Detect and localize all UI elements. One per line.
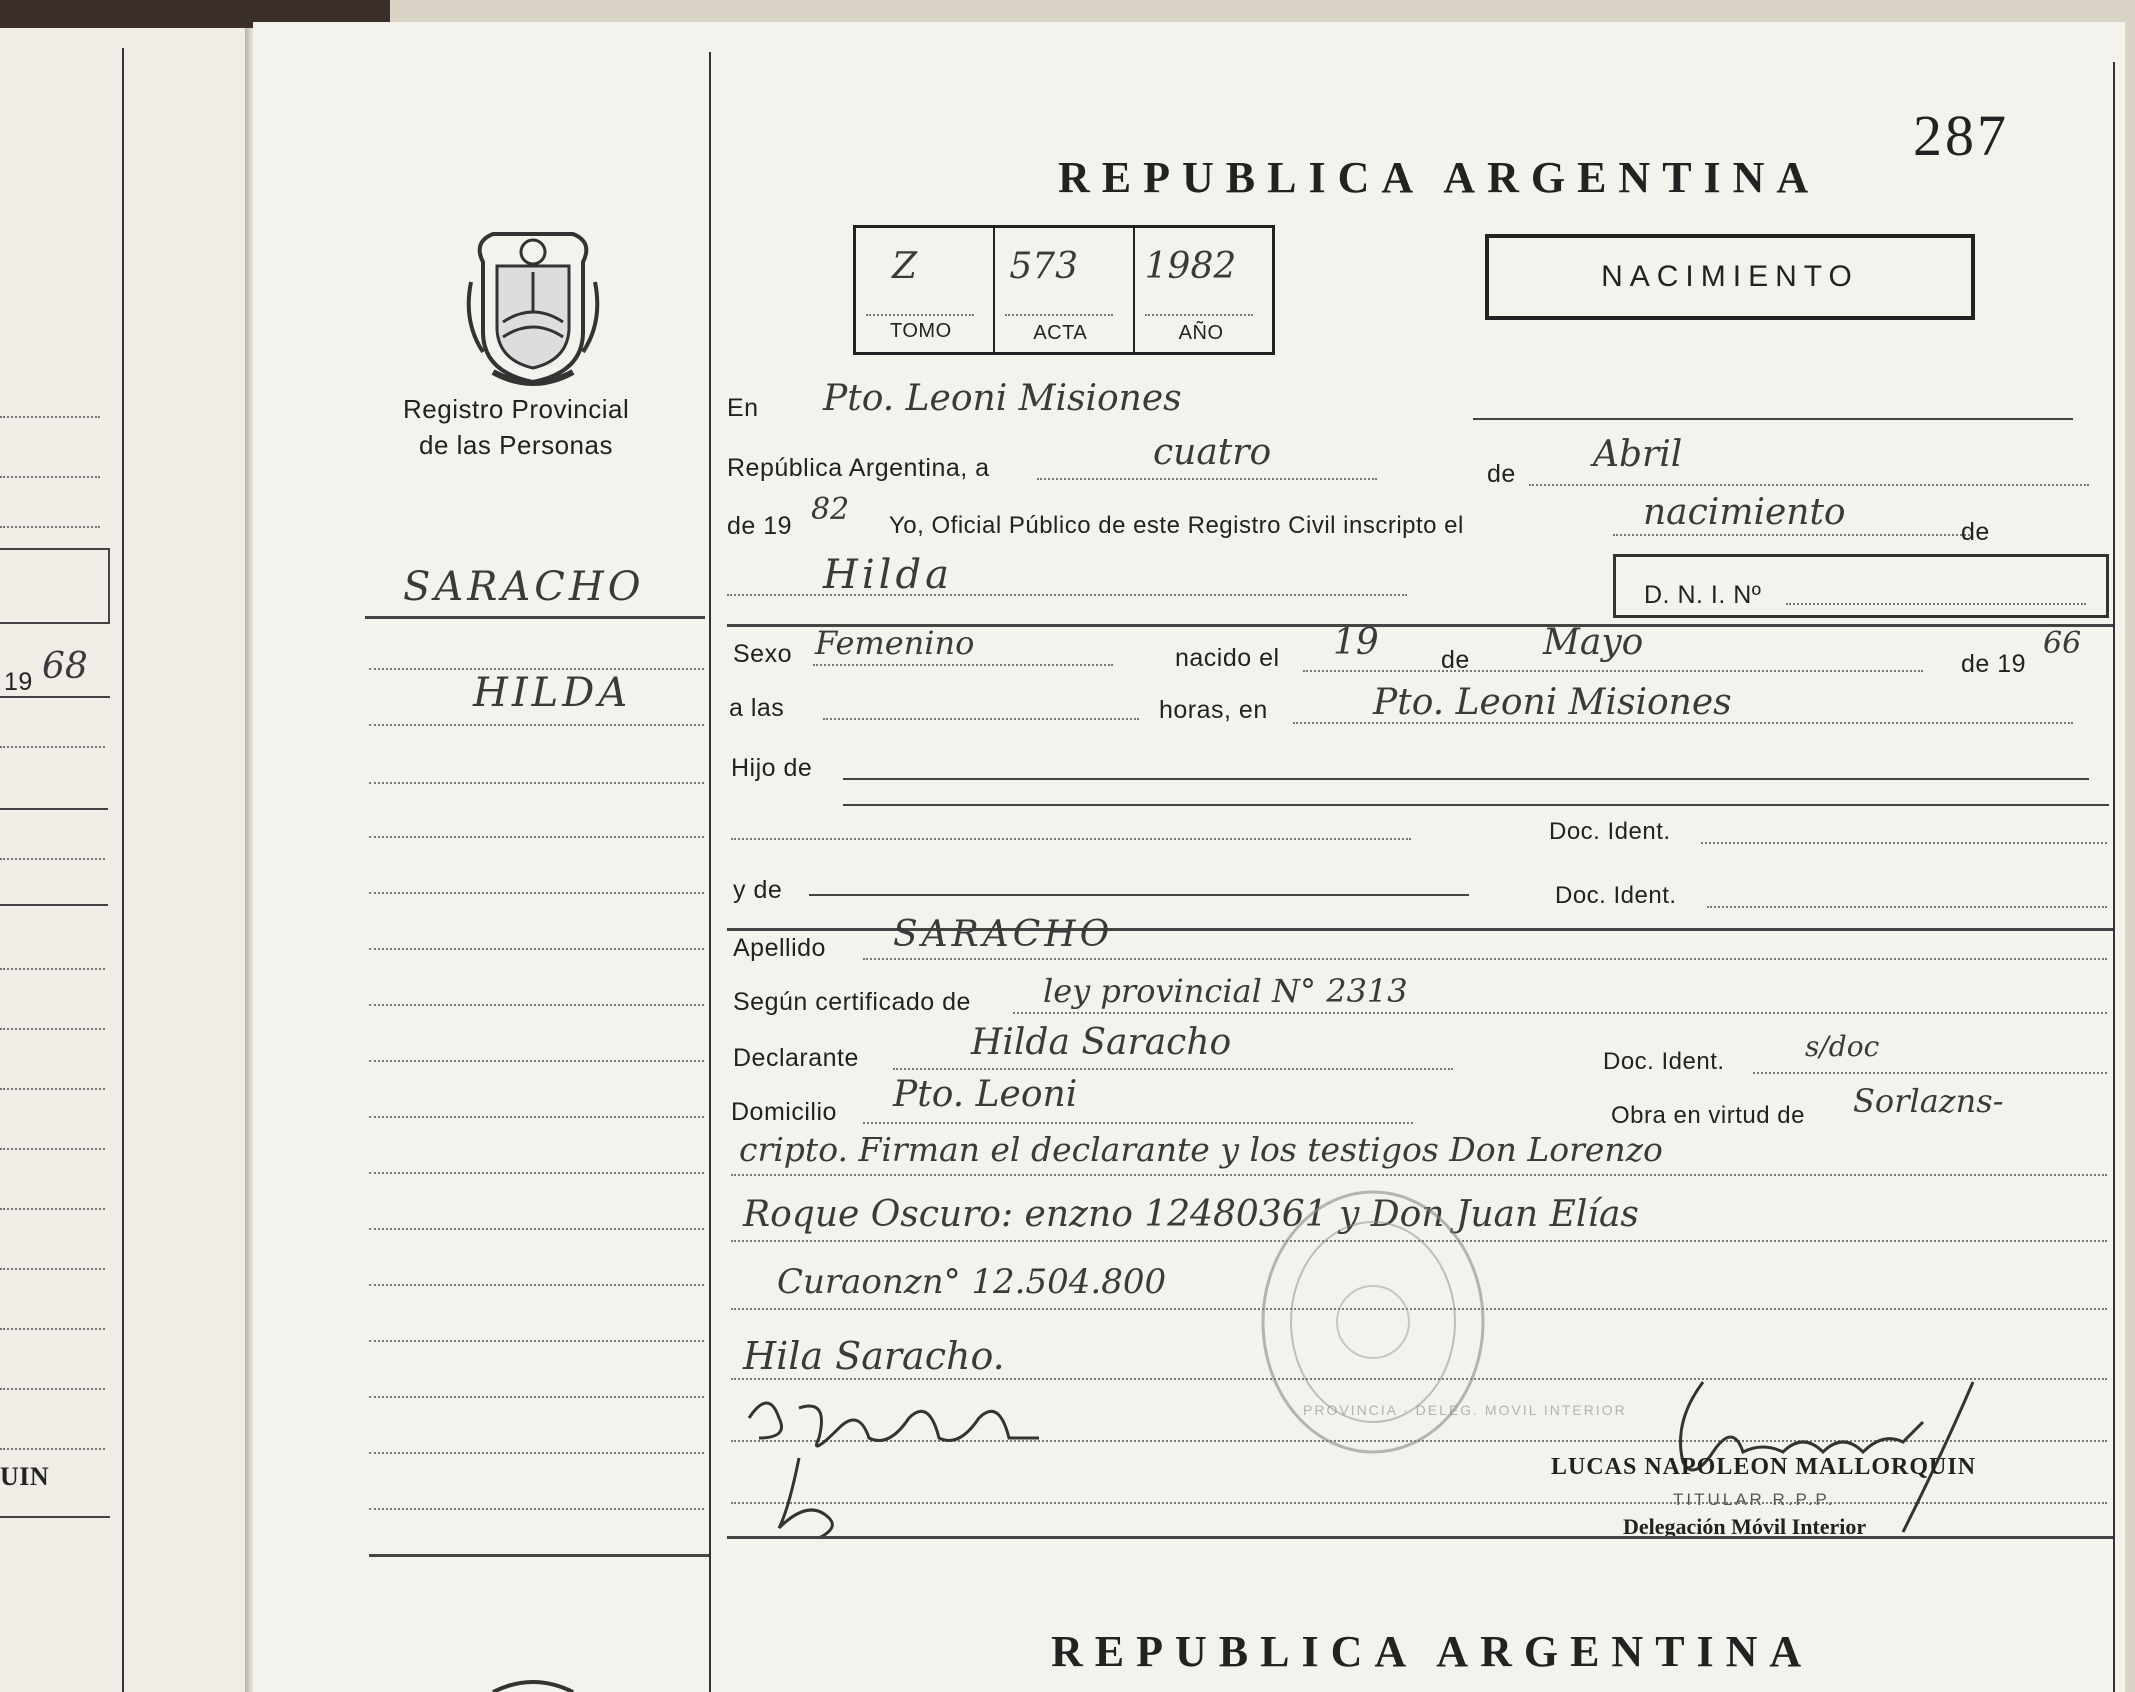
left-page-rule <box>122 48 124 1692</box>
alas-label: a las <box>729 694 785 722</box>
notes-line-1: cripto. Firman el declarante y los testigos Don Lorenzo <box>739 1130 1663 1169</box>
official-name: LUCAS NAPOLEON MALLORQUIN <box>1551 1454 1977 1480</box>
registry-name-line2: de las Personas <box>419 430 613 460</box>
official-office: Delegación Móvil Interior <box>1623 1514 1867 1539</box>
born-day: 19 <box>1333 622 1379 663</box>
margin-rule <box>709 52 711 1692</box>
inscripto-value: nacimiento <box>1643 492 1846 533</box>
de19-label: de 19 <box>727 512 793 540</box>
day-value: cuatro <box>1153 432 1272 473</box>
sexo-value: Femenino <box>815 624 975 662</box>
footer-country: REPUBLICA ARGENTINA <box>1051 1627 1814 1676</box>
domicilio-label: Domicilio <box>731 1098 837 1126</box>
obra-label: Obra en virtud de <box>1611 1102 1805 1129</box>
left-page <box>0 28 245 1692</box>
acta-value: 573 <box>1009 246 1079 287</box>
doc-ident-label-1: Doc. Ident. <box>1549 818 1671 845</box>
doc-ident-label-3: Doc. Ident. <box>1603 1048 1725 1075</box>
witness-signatures <box>739 1378 1099 1548</box>
official-stamp <box>1253 1182 1493 1462</box>
born-de-label: de <box>1441 646 1470 674</box>
segun-label: Según certificado de <box>733 988 971 1016</box>
tomo-label: TOMO <box>890 320 952 342</box>
hijo-label: Hijo de <box>731 754 813 782</box>
de-label-2: de <box>1961 518 1990 546</box>
tomo-cell <box>856 228 995 352</box>
yo-label: Yo, Oficial Público de este Registro Civil inscripto el <box>889 512 1464 539</box>
nacido-label: nacido el <box>1175 644 1280 672</box>
tomo-value: Z <box>892 246 918 287</box>
horas-label: horas, en <box>1159 696 1268 724</box>
certificate-page <box>253 22 2125 1692</box>
apellido-value: SARACHO <box>893 914 1114 955</box>
ano-value: 1982 <box>1144 246 1237 287</box>
record-type-box <box>1485 234 1975 320</box>
obra-value: Sorlazns- <box>1853 1082 2004 1120</box>
book-gutter <box>245 28 253 1692</box>
acta-cell <box>995 228 1134 352</box>
registry-name-line1: Registro Provincial <box>403 394 630 424</box>
page-number: 287 <box>1913 103 2009 168</box>
ano-label: AÑO <box>1178 322 1224 344</box>
page-title: REPUBLICA ARGENTINA <box>1058 153 1821 202</box>
doc-ident-label-2: Doc. Ident. <box>1555 882 1677 909</box>
margin-divider <box>365 616 705 619</box>
margin-surname: SARACHO <box>403 564 645 610</box>
declarante-doc: s/doc <box>1805 1030 1880 1063</box>
notes-line-3: Curaonzn° 12.504.800 <box>777 1262 1167 1302</box>
notes-line-2: Roque Oscuro: enzno 12480361 y Don Juan Elías <box>743 1194 1639 1235</box>
margin-given-name: HILDA <box>473 670 632 716</box>
ano-cell <box>1135 228 1272 352</box>
year-value: 82 <box>811 492 850 527</box>
dni-label: D. N. I. Nº <box>1644 581 1762 609</box>
left-page-box <box>0 548 110 624</box>
born-de19-label: de 19 <box>1961 650 2027 678</box>
de-label: de <box>1487 460 1516 488</box>
name-value: Hilda <box>823 552 953 598</box>
stamp-text: PROVINCIA · DELEG. MOVIL INTERIOR <box>1303 1402 1627 1418</box>
acta-label: ACTA <box>1033 322 1088 344</box>
en-label: En <box>727 394 759 422</box>
apellido-label: Apellido <box>733 934 826 962</box>
dni-box <box>1613 554 2109 618</box>
section-divider-3 <box>727 1536 2113 1539</box>
right-edge-rule <box>2113 62 2115 1692</box>
coat-of-arms-icon <box>463 222 603 392</box>
born-month: Mayo <box>1543 622 1644 663</box>
declarante-label: Declarante <box>733 1044 859 1072</box>
left-year-value: 68 <box>42 646 88 687</box>
provincial-seal <box>463 222 603 392</box>
born-year: 66 <box>2043 626 2082 661</box>
official-title: TITULAR R.P.P. <box>1673 1490 1836 1509</box>
footer-seal-icon <box>483 1672 583 1692</box>
month-value: Abril <box>1593 434 1683 475</box>
sexo-label: Sexo <box>733 640 792 668</box>
left-year-label: 19 <box>4 668 33 696</box>
declarante-signature: Hila Saracho. <box>743 1334 1005 1378</box>
born-place: Pto. Leoni Misiones <box>1373 682 1732 723</box>
registry-box <box>853 225 1275 355</box>
yde-label: y de <box>733 876 783 904</box>
segun-value: ley provincial N° 2313 <box>1043 972 1408 1010</box>
declarante-value: Hilda Saracho <box>971 1022 1232 1063</box>
republica-label: República Argentina, a <box>727 454 990 482</box>
domicilio-value: Pto. Leoni <box>893 1074 1078 1115</box>
left-signature-text: UIN <box>0 1462 50 1491</box>
en-value: Pto. Leoni Misiones <box>823 378 1182 419</box>
record-type-label: NACIMIENTO <box>1601 260 1859 293</box>
